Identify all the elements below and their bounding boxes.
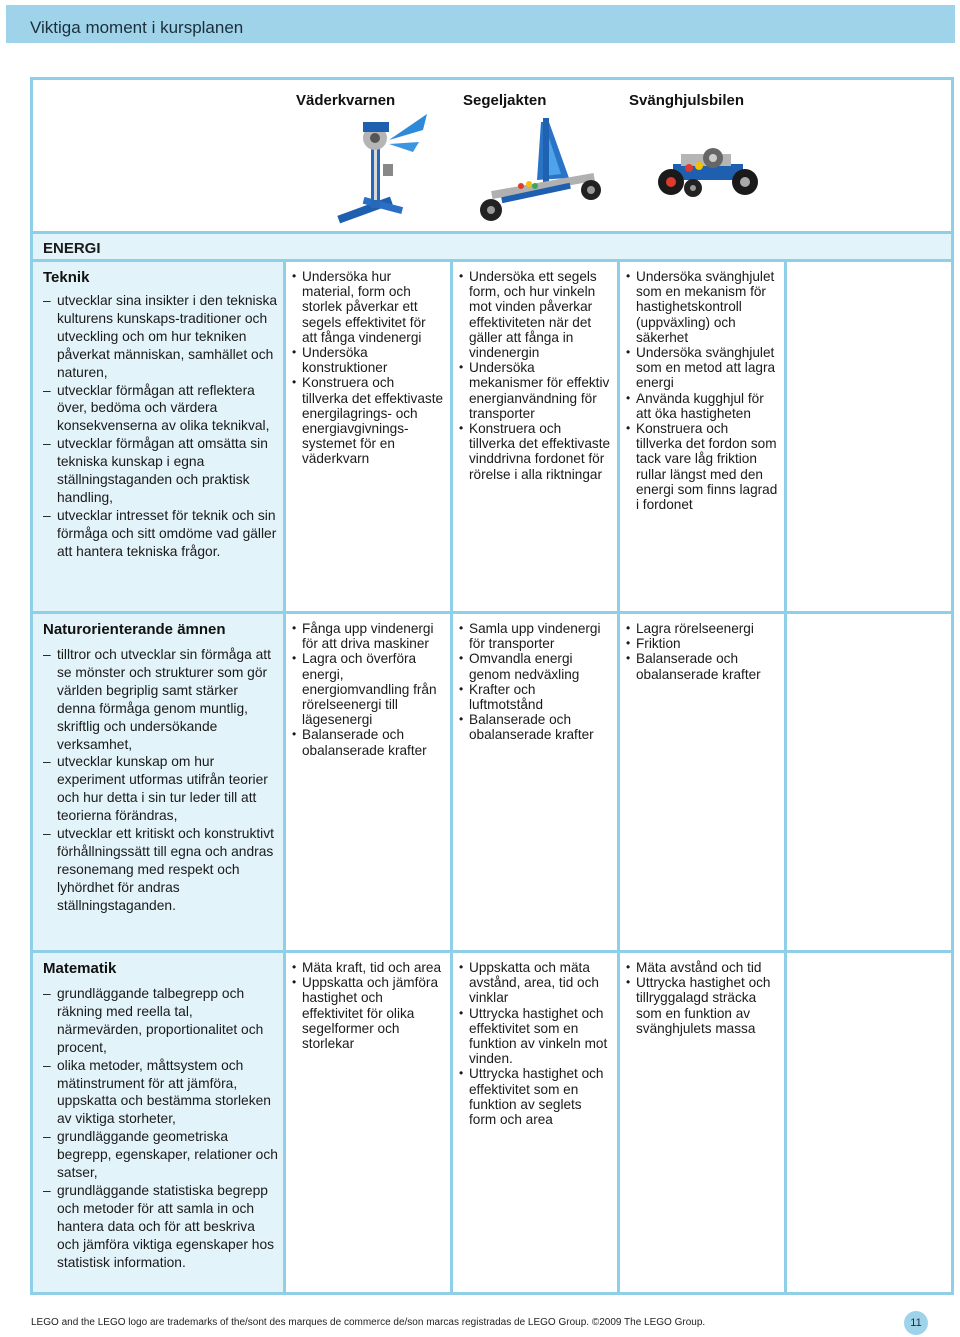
goal-item: – utvecklar kunskap om hur experiment utformas utifrån teorier och hur detta i sin tur leder till att teorierna förändras, (43, 753, 279, 825)
subject-title: Teknik (43, 269, 90, 286)
goal-item: – utvecklar förmågan att reflektera över, bedöma och värdera konsekvenserna av olika teknikval, (43, 382, 279, 436)
column-header-svanghjulsbilen: Svänghjulsbilen (629, 92, 745, 109)
activity-cell-svanghjulsbilen (620, 262, 784, 611)
trademark-notice: LEGO and the LEGO logo are trademarks of the/sont des marques de commerce de/son marcas registradas de LEGO Group. ©2009 The LEGO Group. (31, 1317, 706, 1328)
goals-list (43, 985, 279, 1272)
activity-item: • Använda kugghjul för att öka hastigheten (626, 391, 778, 421)
activity-item: • Uttrycka hastighet och effektivitet som en funktion av vinkeln mot vinden. (459, 1006, 611, 1067)
subject-title: Matematik (43, 960, 117, 977)
activity-item: • Omvandla energi genom nedväxling (459, 651, 611, 681)
activity-cell-vaderkvarnen (286, 262, 450, 611)
activity-item: • Konstruera och tillverka det fordon som tack vare låg friktion rullar längst med den energi som finns lagrad i fordonet (626, 421, 778, 512)
empty-cell (787, 262, 951, 611)
subject-cell-teknik (33, 262, 283, 611)
column-header-vaderkvarnen: Väderkvarnen (296, 92, 396, 109)
goal-item: – utvecklar intresset för teknik och sin förmåga och sitt omdöme vad gäller att hantera tekniska frågor. (43, 507, 279, 561)
subject-cell-matematik (33, 953, 283, 1292)
activity-item: • Balanserade och obalanserade krafter (626, 651, 778, 681)
section-title: ENERGI (43, 240, 101, 257)
activity-cell-segeljakten (453, 953, 617, 1292)
activity-cell-svanghjulsbilen (620, 953, 784, 1292)
page-number: 11 (904, 1311, 928, 1335)
activity-item: • Undersöka ett segels form, och hur vinkeln mot vinden påverkar effektiviteten när det gäller att fånga in vindenergin (459, 269, 611, 360)
activity-item: • Undersöka hur material, form och storlek påverkar ett segels effektivitet för att fånga vindenergi (292, 269, 444, 345)
activity-item: • Uppskatta och mäta avstånd, area, tid och vinklar (459, 960, 611, 1006)
section-header (33, 234, 951, 259)
subject-title: Naturorienterande ämnen (43, 621, 226, 638)
goals-list (43, 646, 279, 915)
sail-car-model-image (471, 116, 611, 228)
activity-list (626, 960, 778, 1036)
activity-item: • Konstruera och tillverka det effektivaste vinddrivna fordonet för rörelse i alla riktningar (459, 421, 611, 482)
activity-list (292, 621, 444, 758)
activity-item: • Uttrycka hastighet och tillryggalagd sträcka som en funktion av svänghjulets massa (626, 975, 778, 1036)
activity-list (292, 269, 444, 467)
curriculum-table (30, 77, 954, 1295)
empty-cell (787, 614, 951, 950)
activity-cell-segeljakten (453, 614, 617, 950)
goal-item: – olika metoder, måttsystem och mätinstrument för att jämföra, uppskatta och bestämma storleken av viktiga storheter, (43, 1057, 279, 1129)
column-header-segeljakten: Segeljakten (463, 92, 547, 109)
goal-item: – grundläggande talbegrepp och räkning med reella tal, närmevärden, proportionalitet och procent, (43, 985, 279, 1057)
activity-item: • Konstruera och tillverka det effektivaste energilagrings- och energiavgivnings-systemet för en väderkvarn (292, 375, 444, 466)
activity-item: • Uttrycka hastighet och effektivitet som en funktion av seglets form och area (459, 1066, 611, 1127)
activity-cell-svanghjulsbilen (620, 614, 784, 950)
goal-item: – utvecklar förmågan att omsätta sin tekniska kunskap i egna ställningstaganden och praktisk handling, (43, 435, 279, 507)
goal-item: – tilltror och utvecklar sin förmåga att se mönster och strukturer som gör världen begriplig samt stärker denna förmåga genom muntlig, skriftlig och undersökande verksamhet, (43, 646, 279, 753)
activity-item: • Krafter och luftmotstånd (459, 682, 611, 712)
goal-item: – utvecklar sina insikter i den tekniska kulturens kunskaps-traditioner och utveckling och om hur tekniken påverkat människan, samhället och naturen, (43, 292, 279, 382)
activity-item: • Undersöka konstruktioner (292, 345, 444, 375)
goals-list (43, 292, 279, 561)
subject-cell-naturorienterande (33, 614, 283, 950)
activity-item: • Fånga upp vindenergi för att driva maskiner (292, 621, 444, 651)
activity-list (292, 960, 444, 1051)
activity-item: • Mäta avstånd och tid (626, 960, 778, 975)
goal-item: – grundläggande statistiska begrepp och metoder för att samla in och hantera data och för att beskriva och jämföra viktiga egenskaper hos statistisk information. (43, 1182, 279, 1272)
activity-cell-vaderkvarnen (286, 614, 450, 950)
activity-list (626, 269, 778, 512)
flywheel-car-model-image (653, 134, 763, 214)
activity-cell-vaderkvarnen (286, 953, 450, 1292)
activity-item: • Mäta kraft, tid och area (292, 960, 444, 975)
activity-list (626, 621, 778, 682)
empty-cell (787, 953, 951, 1292)
page-title: Viktiga moment i kursplanen (30, 18, 244, 37)
goal-item: – utvecklar ett kritiskt och konstruktivt förhållningssätt till egna och andras resonemang med respekt och lyhördhet för andras ställningstaganden. (43, 825, 279, 915)
goal-item: – grundläggande geometriska begrepp, egenskaper, relationer och satser, (43, 1128, 279, 1182)
activity-item: • Uppskatta och jämföra hastighet och effektivitet för olika segelformer och storlekar (292, 975, 444, 1051)
activity-item: • Undersöka svänghjulet som en metod att lagra energi (626, 345, 778, 391)
activity-list (459, 621, 611, 743)
activity-item: • Lagra och överföra energi, energiomvandling från rörelseenergi till lägesenergi (292, 651, 444, 727)
windmill-model-image (323, 110, 433, 230)
activity-cell-segeljakten (453, 262, 617, 611)
header-bar (6, 5, 955, 43)
column-header-row (33, 80, 951, 231)
activity-item: • Balanserade och obalanserade krafter (292, 727, 444, 757)
activity-item: • Samla upp vindenergi för transporter (459, 621, 611, 651)
activity-list (459, 269, 611, 482)
activity-item: • Lagra rörelseenergi (626, 621, 778, 636)
activity-item: • Friktion (626, 636, 778, 651)
activity-item: • Undersöka mekanismer för effektiv energianvändning för transporter (459, 360, 611, 421)
activity-item: • Undersöka svänghjulet som en mekanism för hastighetskontroll (uppväxling) och säkerhet (626, 269, 778, 345)
activity-list (459, 960, 611, 1127)
activity-item: • Balanserade och obalanserade krafter (459, 712, 611, 742)
